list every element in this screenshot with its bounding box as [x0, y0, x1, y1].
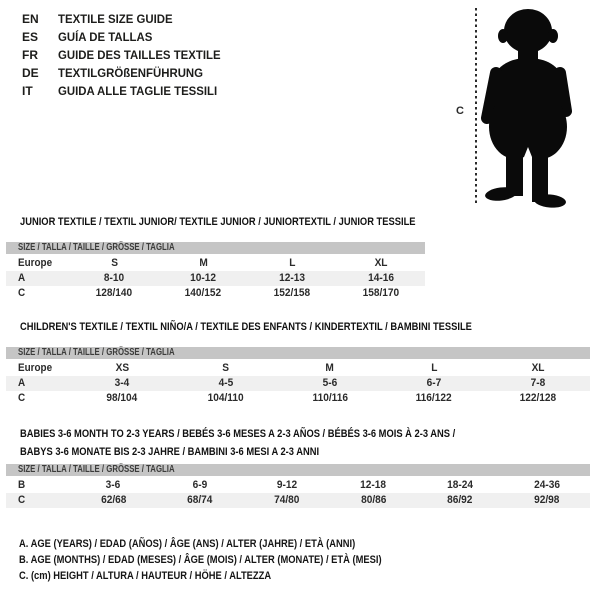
table-cell: XL	[374, 257, 388, 269]
height-measure-label: C	[456, 105, 464, 117]
size-table-header: SIZE / TALLA / TAILLE / GRÖSSE / TAGLIA	[6, 464, 590, 476]
table-cell: 128/140	[96, 287, 133, 299]
legend-line-c: C. (cm) HEIGHT / ALTURA / HAUTEUR / HÖHE / ALTEZZA	[19, 569, 272, 582]
table-cell: 8-10	[104, 272, 125, 284]
height-measure-dotted-line	[475, 8, 477, 206]
language-code: FR	[22, 48, 38, 62]
table-cell: 18-24	[447, 479, 473, 491]
language-code: IT	[22, 84, 33, 98]
language-label: TEXTILGRÖßENFÜHRUNG	[58, 66, 204, 80]
table-cell: 5-6	[322, 377, 338, 389]
table-cell: 80/86	[360, 494, 387, 506]
language-code: DE	[22, 66, 39, 80]
row-label: A	[18, 377, 26, 389]
table-cell: M	[325, 362, 335, 374]
table-cell: S	[222, 362, 230, 374]
table-cell: 158/170	[362, 287, 399, 299]
children-size-table	[6, 347, 590, 406]
height-figure	[450, 8, 580, 210]
table-cell: 12-18	[360, 479, 387, 491]
table-row	[6, 478, 590, 493]
junior-size-table	[6, 242, 425, 301]
legend-line-a: A. AGE (YEARS) / EDAD (AÑOS) / ÂGE (ANS) / ALTER (JAHRE) / ETÀ (ANNI)	[19, 538, 356, 550]
table-cell: 98/104	[106, 392, 138, 404]
language-label: GUIDE DES TAILLES TEXTILE	[58, 48, 221, 62]
table-cell: 3-6	[106, 479, 121, 491]
row-label: C	[18, 392, 26, 404]
table-cell: 14-16	[367, 272, 394, 284]
language-label: GUÍA DE TALLAS	[58, 30, 153, 44]
row-label: Europe	[18, 362, 53, 374]
children-section-title: CHILDREN'S TEXTILE / TEXTIL NIÑO/A / TEXTILE DES ENFANTS / KINDERTEXTIL / BAMBINI TESSILE	[20, 321, 472, 333]
table-cell: XL	[531, 362, 545, 374]
table-cell: 12-13	[278, 272, 305, 284]
table-cell: 86/92	[447, 494, 473, 506]
junior-section-title: JUNIOR TEXTILE / TEXTIL JUNIOR/ TEXTILE JUNIOR / JUNIORTEXTIL / JUNIOR TESSILE	[20, 216, 416, 228]
table-cell: 122/128	[519, 392, 557, 404]
table-cell: 24-36	[533, 479, 560, 491]
size-table-header: SIZE / TALLA / TAILLE / GRÖSSE / TAGLIA	[6, 242, 425, 254]
language-header	[22, 10, 229, 100]
babies-size-table	[6, 464, 590, 508]
table-cell: M	[198, 257, 208, 269]
language-code: EN	[22, 12, 39, 26]
table-cell: L	[430, 362, 438, 374]
language-row-fr	[22, 46, 229, 64]
table-cell: 10-12	[190, 272, 217, 284]
row-label: Europe	[18, 257, 53, 269]
legend-line-b: B. AGE (MONTHS) / EDAD (MESES) / ÂGE (MOIS) / ALTER (MONATE) / ETÀ (MESI)	[19, 553, 382, 566]
baby-silhouette-icon	[480, 8, 575, 208]
table-cell: 4-5	[218, 377, 234, 389]
language-label: GUIDA ALLE TAGLIE TESSILI	[58, 84, 218, 98]
table-cell: 140/152	[184, 287, 222, 299]
table-cell: 104/110	[207, 392, 245, 404]
table-cell: 62/68	[100, 494, 126, 506]
table-cell: 6-9	[192, 479, 208, 491]
table-row	[6, 256, 425, 271]
table-cell: 116/122	[415, 392, 453, 404]
table-cell: XS	[115, 362, 129, 374]
table-row	[6, 493, 590, 508]
table-cell: L	[288, 257, 295, 269]
table-cell: 74/80	[274, 494, 300, 506]
language-row-en	[22, 10, 229, 28]
table-cell: 110/116	[312, 392, 348, 404]
table-row	[6, 361, 590, 376]
row-label: B	[18, 479, 26, 491]
language-row-it	[22, 82, 229, 100]
language-code: ES	[22, 30, 39, 44]
table-row	[6, 286, 425, 301]
size-table-header: SIZE / TALLA / TAILLE / GRÖSSE / TAGLIA	[6, 347, 590, 359]
row-label: C	[18, 494, 26, 506]
table-cell: 92/98	[534, 494, 560, 506]
language-row-es	[22, 28, 229, 46]
table-cell: 7-8	[530, 377, 546, 389]
row-label: C	[18, 287, 26, 299]
language-label: TEXTILE SIZE GUIDE	[58, 12, 173, 26]
babies-section-title: BABIES 3-6 MONTH TO 2-3 YEARS / BEBÉS 3-6 MESES A 2-3 AÑOS / BÉBÉS 3-6 MOIS À 2-3 ANS / BABYS 3-6 MONATE BIS 2-3 JAHRE / BAMBINI 3-6 MESI A 2-3 ANNI	[20, 428, 456, 458]
table-cell: S	[110, 257, 118, 269]
row-label: A	[18, 272, 26, 284]
table-cell: 6-7	[426, 377, 442, 389]
table-row	[6, 376, 590, 391]
language-row-de	[22, 64, 229, 82]
table-cell: 3-4	[114, 377, 130, 389]
table-row	[6, 271, 425, 286]
table-cell: 9-12	[276, 479, 297, 491]
measurement-legend	[19, 537, 446, 584]
table-cell: 68/74	[187, 494, 213, 506]
table-row	[6, 391, 590, 406]
table-cell: 152/158	[273, 287, 311, 299]
